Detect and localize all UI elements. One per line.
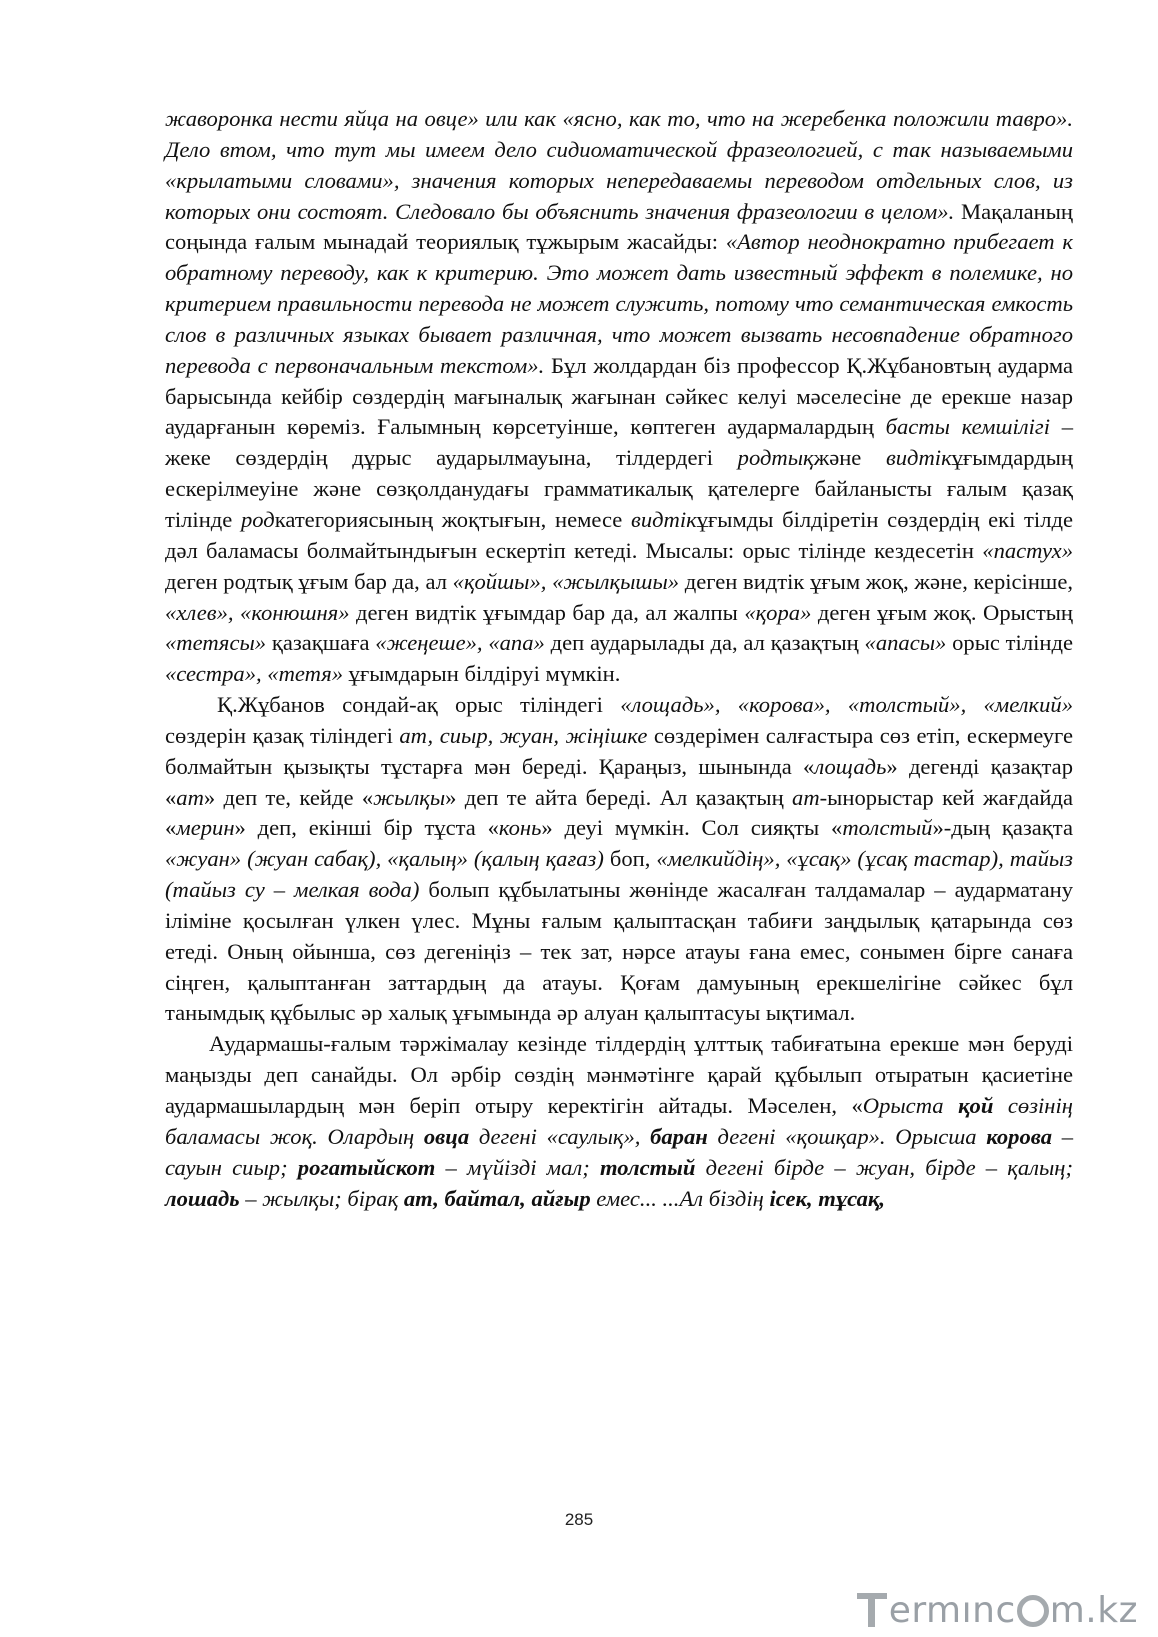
p1-text: Мақаланың соңында ғалым мынадай теориялық тұжырым жасайды: bbox=[165, 198, 1073, 255]
p1-text: деген родтық ұғым бар да, ал bbox=[165, 568, 453, 594]
p1-italic-term: «тетясы» bbox=[165, 630, 267, 656]
p2-text: » деп те, кейде « bbox=[203, 784, 374, 810]
ring-o-icon bbox=[1017, 1595, 1049, 1627]
p1-italic-quote: жаворонка нести яйца на овце» или как «ясно, как то, что на жеребенка положили тавро». Дело втом, что тут мы имеем дело сидиоматической фразеологией, с так называемыми «крылатыми словами», значения которых непередаваемы переводом отдельных слов, из которых они состоят. Следовало бы объяснить значения фразеологии в целом». bbox=[165, 106, 1073, 224]
p3-text: Аудармашы-ғалым тәржімалау кезінде тілдердің ұлттық табиғатына ерекше мән беруді маңызды деп санайды. Ол әрбір сөздің мәнмәтінге қарай құбылып отыратын қасиетіне аудармашылардың мән беріп отыру керектігін айтады. Мәселен, « bbox=[165, 1031, 1073, 1118]
p2-text: сөздерімен салғастыра сөз етіп, ескермеуге болмайтын қызықты тұстарға мән береді. Қараңыз, шынында « bbox=[165, 722, 1073, 779]
p1-italic-term: «хлев», «конюшня» bbox=[165, 599, 350, 625]
p3-italic-text: дегені бірде – жуан, бірде – қалың; bbox=[695, 1154, 1074, 1180]
p2-text: » деп те айта береді. Ал қазақтың bbox=[445, 784, 793, 810]
p3-bold-term: рогатыйскот bbox=[297, 1154, 436, 1180]
p3-italic-text: Орыста bbox=[862, 1093, 959, 1118]
p1-text: деген видтік ұғымдар бар да, ал жалпы bbox=[349, 599, 745, 625]
p2-italic-term: конь bbox=[498, 815, 542, 841]
p1-text: деген видтік ұғым жоқ, және, керісінше, bbox=[679, 568, 1073, 594]
p2-text: » дегенді қазақтар « bbox=[165, 753, 1073, 810]
paragraph-1 bbox=[165, 104, 1073, 690]
p2-italic-term: жылқы bbox=[373, 784, 446, 810]
p2-text: сөздерін қазақ тіліндегі bbox=[165, 722, 400, 748]
p3-bold-term: ат, байтал, айғыр bbox=[403, 1185, 591, 1211]
p1-text: – жеке сөздердің дұрыс аударылмауына, тілдердегі bbox=[165, 414, 1073, 471]
p3-italic-text: сөзінің баламасы жоқ. Олардың bbox=[165, 1093, 1074, 1149]
p1-text: ұғымдардың ескерілмеуіне және сөзқолданудағы грамматикалық қателерге байланысты ғалым қазақ тілінде bbox=[165, 445, 1073, 532]
p3-italic-text: – сауын сиыр; bbox=[165, 1123, 1073, 1180]
p2-text: » деуі мүмкін. Сол сияқты « bbox=[541, 815, 843, 841]
paragraph-2 bbox=[165, 690, 1073, 1029]
p2-text: болып құбылатыны жөнінде жасалған талдамалар – аударматану іліміне қосылған үлкен үлес. Мұны ғалым қалыптасқан табиғи заңдылық қатарында сөз етеді. Оның ойынша, сөз дегеніңіз – тек зат, нәрсе атауы ғана емес, сонымен бірге санаға сіңген, қалыптанған заттардың да атауы. Қоғам дамуының ерекшелігіне сәйкес бұл танымдық құбылыс әр халық ұғымында әр алуан қалыптасуы ықтимал. bbox=[165, 877, 1073, 1026]
document-body bbox=[165, 104, 1073, 1214]
p1-text: және bbox=[813, 445, 886, 471]
p1-italic-term: «пастух» bbox=[982, 537, 1073, 563]
p2-italic-term: ат, сиыр, жуан, жіңішке bbox=[399, 722, 648, 748]
p3-bold-term: қой bbox=[958, 1093, 994, 1118]
p3-italic-text: дегені «қошқар». Орысша bbox=[707, 1123, 987, 1149]
p1-italic-term: «жеңеше», «апа» bbox=[375, 630, 545, 656]
p1-text: деген ұғым жоқ. Орыстың bbox=[811, 599, 1073, 625]
p1-italic-term: «қойшы», «жылқышы» bbox=[452, 568, 680, 594]
p3-bold-term: толстый bbox=[599, 1154, 696, 1180]
p1-text: деп аударылады да, ал қазақтың bbox=[544, 630, 865, 656]
p1-italic-term: «қора» bbox=[744, 599, 812, 625]
paragraph-3 bbox=[165, 1029, 1073, 1214]
p2-italic-term: ат bbox=[792, 784, 820, 810]
p3-italic-text: – жылқы; бірақ bbox=[239, 1185, 404, 1211]
p1-text: орыс тілінде bbox=[946, 630, 1073, 656]
p1-text: Бұл жолдардан біз профессор Қ.Жұбановтың аударма барысында кейбір сөздердің мағыналық жағынан сәйкес келуі мәселесіне де ерекше назар аударғанын көреміз. Ғалымның көрсетуінше, көптеген аудармалардың bbox=[165, 352, 1073, 440]
p2-italic-term: толстый bbox=[842, 815, 933, 841]
p2-text: »-дың қазақта bbox=[932, 815, 1073, 841]
p1-italic-term: видтік bbox=[631, 506, 697, 532]
p1-text: категориясының жоқтығын, немесе bbox=[274, 506, 632, 532]
p1-italic-term: род bbox=[241, 506, 275, 532]
p2-italic-term: «лощадь», «корова», «толстый», «мелкий» bbox=[620, 692, 1073, 718]
p1-italic-term: «апасы» bbox=[864, 630, 947, 656]
p2-italic-term: «мелкийдің», «ұсақ» (ұсақ тастар), тайыз (тайыз су – мелкая вода) bbox=[165, 846, 1073, 903]
p2-italic-term: мерин bbox=[176, 815, 235, 841]
p3-bold-term: баран bbox=[650, 1123, 708, 1149]
p1-italic-term: «сестра», «тетя» bbox=[165, 661, 344, 687]
p3-bold-term: овца bbox=[423, 1123, 470, 1149]
p2-text: Қ.Жұбанов сондай-ақ орыс тіліндегі bbox=[217, 692, 621, 718]
page-number: 285 bbox=[564, 1510, 594, 1529]
termincom-watermark-logo bbox=[857, 1585, 1138, 1631]
p3-italic-text: емес... ...Ал біздің bbox=[590, 1185, 770, 1211]
p2-text: -ынорыстар кей жағдайда « bbox=[165, 784, 1073, 841]
p1-text: ұғымды білдіретін сөздердің екі тілде дәл баламасы болмайтындығын ескертіп кетеді. Мысалы: орыс тілінде кездесетін bbox=[165, 506, 1073, 563]
p1-text: қазақшаға bbox=[266, 630, 376, 656]
p1-italic-term: родтық bbox=[737, 445, 814, 471]
p2-text: боп, bbox=[603, 846, 657, 872]
p1-text: ұғымдарын білдіруі мүмкін. bbox=[343, 661, 621, 687]
p3-italic-text: – мүйізді мал; bbox=[435, 1154, 600, 1180]
p2-italic-term: лощадь bbox=[814, 753, 887, 779]
p3-bold-term: ісек, тұсақ, bbox=[769, 1185, 885, 1211]
p2-italic-term: ат bbox=[176, 784, 204, 810]
p2-text: » деп, екінші бір тұста « bbox=[234, 815, 499, 841]
p3-bold-term: лошадь bbox=[165, 1185, 240, 1211]
watermark-text-part-2: m.kz bbox=[1049, 1590, 1138, 1631]
t-letter-icon bbox=[857, 1591, 887, 1631]
p1-italic-term: видтік bbox=[885, 445, 952, 471]
p3-bold-term: корова bbox=[986, 1123, 1052, 1149]
watermark-text-part-1: ermınc bbox=[888, 1590, 1016, 1631]
p2-italic-term: «жуан» (жуан сабақ), «қалың» (қалың қағаз) bbox=[165, 846, 604, 872]
p1-italic-quote: «Автор неоднократно прибегает к обратному переводу, как к критерию. Это может дать известный эффект в полемике, но критерием правильности перевода не может служить, потому что семантическая емкость слов в различных языках бывает различная, что может вызвать несовпадение обратного перевода с первоначальным текстом». bbox=[165, 229, 1073, 378]
p1-italic-term: басты кемшілігі bbox=[885, 414, 1051, 440]
p3-italic-text: дегені «саулық», bbox=[469, 1123, 651, 1149]
